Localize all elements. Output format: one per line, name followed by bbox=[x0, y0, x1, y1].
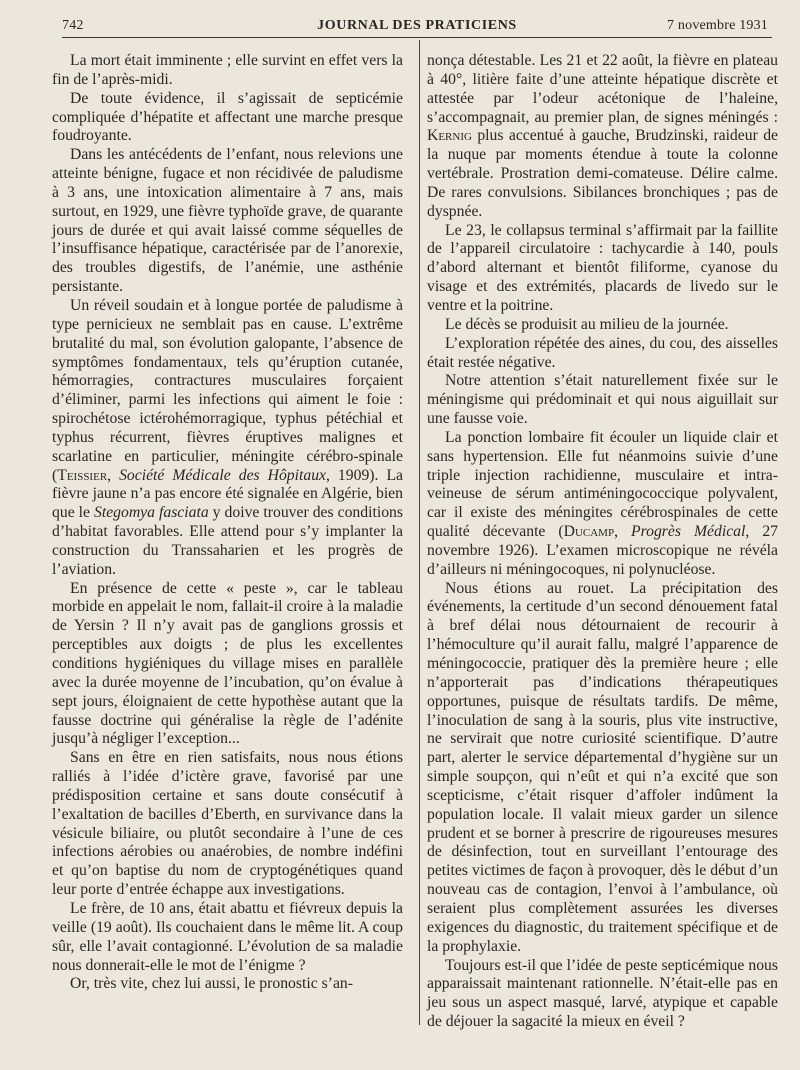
paragraph bbox=[427, 52, 778, 222]
paragraph: En présence de cette « peste », car le tableau morbide en appelait le nom, fallait-il croire à la maladie de Yersin ? Il n’y avait pas de ganglions grossis et perceptibles aux doigts ; de plus les excellentes conditions hygiéniques du village mises en parallèle avec la durée moyenne de l’incubation, qu’on évalue à sept jours, éloignaient de cette hypothèse autant que la fausse doctrine qui généralise la règle de l’adénite jusqu’à négliger l’exception... bbox=[52, 579, 403, 748]
reference-author: Kernig bbox=[427, 127, 472, 145]
reference-author: Teissier bbox=[57, 466, 108, 484]
paragraph: Dans les antécédents de l’enfant, nous relevions une atteinte bénigne, fugace et non récidivée de paludisme à 3 ans, une intoxication alimentaire à 7 ans, mais surtout, en 1929, une fièvre typhoïde grave, de quarante jours de durée et qui avait laissé comme séquelles de l’insuffisance hépatique, caractérisée par de l’anorexie, des troubles digestifs, de l’anémie, une asthénie persistante. bbox=[52, 146, 403, 296]
paragraph-text: , 1909). La fièvre jaune n’a pas encore été signalée en Algérie, bien que le bbox=[52, 466, 403, 522]
species-name: Stegomya fasciata bbox=[94, 504, 209, 522]
issue-date: 7 novembre 1931 bbox=[667, 18, 768, 33]
left-column bbox=[52, 52, 403, 994]
paragraph: De toute évidence, il s’agissait de septicémie compliquée d’hépatite et affectant une marche presque foudroyante. bbox=[52, 89, 403, 145]
right-column bbox=[427, 52, 778, 1032]
paragraph-text: nonça détestable. Les 21 et 22 août, la fièvre en plateau à 40°, litière faite d’une atteinte hépatique discrète et attestée par l’odeur acétonique de l’haleine, s’accompagnait, au premier plan, de signes méningés : bbox=[427, 52, 778, 126]
paragraph-text: y doive trouver des conditions d’habitat favorables. Elle attend pour s’y implanter la construction du Transsaharien et les progrès de l’aviation. bbox=[52, 504, 403, 578]
paragraph-text: La ponction lombaire fit écouler un liquide clair et sans hypertension. Elle fut néanmoins suivie d’une triple injection rachidienne, musculaire et intra-veineuse de sérum antiméningococcique polyvalent, car il existe des méningites cérébrospinales de cette qualité décevante ( bbox=[427, 428, 778, 541]
paragraph: Toujours est-il que l’idée de peste septicémique nous apparaissait maintenant rationnelle. N’était-elle pas en jeu sous un aspect masqué, larvé, atypique et capable de déjouer la sagacité la mieux en éveil ? bbox=[427, 956, 778, 1031]
paragraph: Le décès se produisit au milieu de la journée. bbox=[445, 315, 729, 333]
paragraph: Le frère, de 10 ans, était abattu et fiévreux depuis la veille (19 août). Ils couchaient dans le même lit. A coup sûr, elle l’avait contagionné. L’évolution de sa maladie nous donnerait-elle le mot de l’énigme ? bbox=[52, 899, 403, 974]
reference-journal: Progrès Médical bbox=[631, 523, 746, 541]
paragraph-text: Un réveil soudain et à longue portée de paludisme à type pernicieux ne semblait pas en cause. L’extrême brutalité du mal, son évolution galopante, l’absence de symptômes fondamentaux, tels qu’éruption cutanée, hémorragies, contractures musculaires forçaient d’éliminer, parmi les infections qui aiment le foie : spirochétose ictérohémorragique, typhus pétéchial et typhus récurrent, fièvres éruptives malignes et scarlatine en particulier, méningite cérébro-spinale ( bbox=[52, 296, 403, 484]
paragraph: Sans en être en rien satisfaits, nous nous étions ralliés à l’idée d’ictère grave, favorisé par une prédisposition certaine et sans doute consécutif à l’exaltation de bacilles d’Eberth, en survivance dans la vésicule biliaire, ou plutôt secondaire à l’une de ces infections aérobies ou anaérobies, de nombre indéfini et qu’on baptise du nom de cryptogénétiques quand leur porte d’entrée échappe aux investigations. bbox=[52, 749, 403, 899]
paragraph: Nous étions au rouet. La précipitation des événements, la certitude d’un second dénouement fatal à bref délai nous détournaient de recourir à l’hémoculture qu’il aurait fallu, malgré l’apparence de méningococcie, pratiquer dès la première heure ; elle n’apporterait pas d’indications thérapeutiques opportunes, puisque de résultats tardifs. De même, l’inoculation de sang à la souris, plus vite instructive, ne servirait que notre curiosité scientifique. D’autre part, alerter le service départemental d’hygiène sur un simple soupçon, qui n’eût et qui n’a excité que son scepticisme, c’était risquer d’affoler indûment la population locale. Il valait mieux garder un silence prudent et se borner à prescrire de rigoureuses mesures de désinfection, tout en surveillant l’entourage des petites victimes de façon à provoquer, dès le début d’un nouveau cas de contagion, l’envoi à l’ambulance, où seraient plus complètement assurées les diverses exigences du diagnostic, du traitement spécifique et de la prophylaxie. bbox=[427, 579, 778, 955]
journal-title: JOURNAL DES PRATICIENS bbox=[317, 18, 517, 33]
paragraph-text: , 27 novembre 1926). L’examen microscopique ne révéla d’ailleurs ni méningocoques, ni polynucléose. bbox=[427, 523, 779, 578]
column-divider bbox=[419, 40, 420, 1025]
running-header bbox=[62, 15, 772, 38]
paragraph: Or, très vite, chez lui aussi, le pronostic s’an- bbox=[70, 975, 353, 993]
paragraph: Notre attention s’était naturellement fixée sur le méningisme qui prédominait et qui nous aiguillait sur une fausse voie. bbox=[427, 372, 778, 428]
paragraph: L’exploration répétée des aines, du cou, des aisselles était restée négative. bbox=[427, 334, 778, 371]
paragraph: La ponction lombaire fit écouler un liquide clair et sans hypertension. Elle fut néanmoins suivie d’une triple injection rachidienne, musculaire et intra-veineuse de sérum antiméningococcique polyvalent, car il existe des méningites cérébrospinales de cette qualité décevante (Ducamp, Progrès Médical, 27 novembre 1926). L’examen microscopique ne révéla d’ailleurs ni méningocoques, ni polynucléose. bbox=[427, 428, 779, 578]
paragraph: Un réveil soudain et à longue portée de paludisme à type pernicieux ne semblait pas en cause. L’extrême brutalité du mal, son évolution galopante, l’absence de symptômes fondamentaux, tels qu’éruption cutanée, hémorragies, contractures musculaires forçaient d’éliminer, parmi les infections qui aiment le foie : spirochétose ictérohémorragique, typhus pétéchial et typhus récurrent, fièvres éruptives malignes et scarlatine en particulier, méningite cérébro-spinale (Teissier, Société Médicale des Hôpitaux, 1909). La fièvre jaune n’a pas encore été signalée en Algérie, bien que le Stegomya fasciata y doive trouver des conditions d’habitat favorables. Elle attend pour s’y implanter la construction du Transsaharien et les progrès de l’aviation. bbox=[52, 296, 403, 578]
paragraph-text: plus accentué à gauche, Brudzinski, raideur de la nuque par moments étendue à toute la colonne vertébrale. Prostration demi-comateuse. Délire calme. De rares convulsions. Sibilances bronchiques ; pas de dyspnée. bbox=[427, 127, 778, 220]
page-number: 742 bbox=[62, 18, 84, 33]
paragraph: La mort était imminente ; elle survint en effet vers la fin de l’après-midi. bbox=[52, 52, 403, 88]
paragraph: Le 23, le collapsus terminal s’affirmait par la faillite de l’appareil circulatoire : tachycardie à 140, pouls d’abord alternant et bientôt filiforme, cyanose du visage et des extrémités, placards de livedo sur le ventre et la poitrine. bbox=[427, 221, 778, 314]
reference-author: Ducamp bbox=[563, 523, 615, 541]
reference-journal: Société Médicale des Hôpitaux bbox=[119, 466, 327, 484]
